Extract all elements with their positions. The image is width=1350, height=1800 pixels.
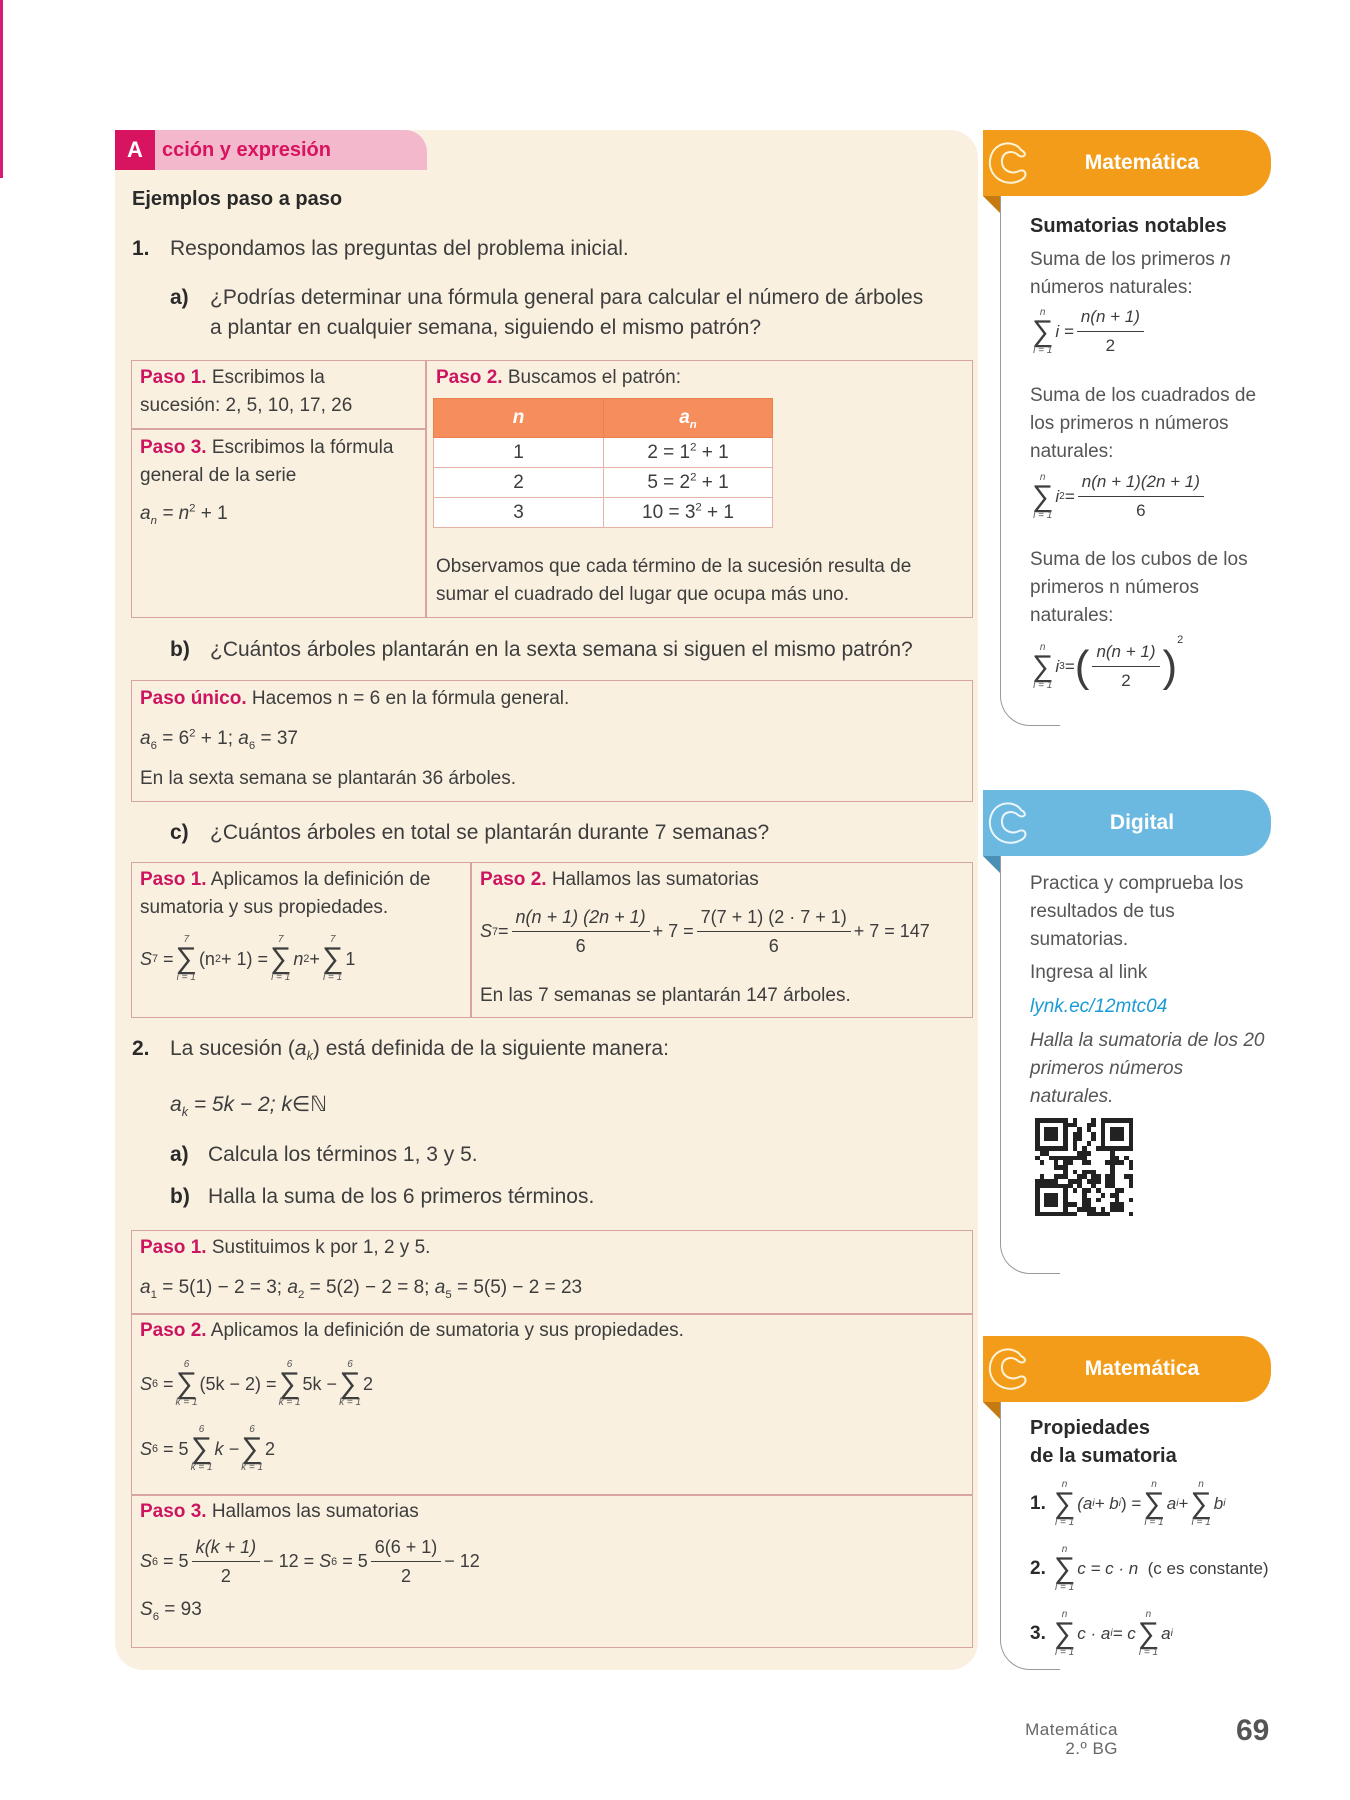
sigma-lower: k = 1 <box>190 1462 213 1473</box>
sidebar-tab-matematica <box>983 130 1271 196</box>
text-line: n <box>1220 249 1231 270</box>
sigma-lower: i = 1 <box>1033 509 1053 521</box>
step-text: Escribimos la fórmula <box>211 437 394 458</box>
sigma-upper: 6 <box>198 1424 205 1435</box>
cell <box>604 498 773 528</box>
external-link[interactable]: lynk.ec/12mtc04 <box>1030 996 1168 1017</box>
step-text: Escribimos la <box>211 367 325 388</box>
text-line: primeros números <box>1030 1058 1184 1079</box>
grade-level: 2.º BG <box>1065 1739 1118 1758</box>
sigma-lower: i = 1 <box>1033 679 1053 691</box>
sigma-icon: n ∑ i = 1 <box>1053 1544 1076 1593</box>
eq-part: = 6 <box>156 728 190 749</box>
eq-part: a <box>287 1277 298 1298</box>
sigma-lower: k = 1 <box>175 1397 198 1408</box>
eq-part: a <box>140 1277 151 1298</box>
eq-part: = 37 <box>255 728 298 749</box>
eq-part: + 1) = <box>220 948 268 969</box>
sigma-lower: i = 1 <box>1138 1647 1159 1658</box>
sigma-upper: 7 <box>183 934 190 945</box>
sigma-icon: n ∑ i = 1 <box>1190 1479 1212 1528</box>
eq-part: = 5(1) − 2 = 3; <box>156 1277 288 1298</box>
eq-part: + b <box>1094 1494 1119 1513</box>
column-header-an <box>604 399 773 438</box>
eq-part: − 12 = <box>263 1551 315 1571</box>
header-text: a <box>679 407 690 428</box>
eq-part: a <box>238 728 249 749</box>
section-letter: A <box>115 130 155 170</box>
formula-part: + 1 <box>195 503 228 524</box>
step-1 <box>140 866 430 922</box>
step-label: Paso 1. <box>140 367 207 388</box>
sigma-upper: n <box>1061 1479 1068 1490</box>
divider <box>131 1494 973 1496</box>
sigma-upper: 7 <box>277 934 284 945</box>
question-text: ¿Cuántos árboles en total se plantarán durante 7 semanas? <box>210 821 770 844</box>
denominator: 2 <box>401 1566 412 1586</box>
sigma-icon: 7 ∑ i = 1 <box>270 934 292 983</box>
eq-part: 2 <box>265 1438 276 1459</box>
text-line: números naturales: <box>1030 277 1193 298</box>
eq-part: a <box>434 1277 446 1298</box>
text-line: los primeros n números <box>1030 413 1229 434</box>
eq-part: + 7 = <box>652 921 694 941</box>
sigma-upper: 7 <box>329 934 336 945</box>
formula-sum-squares: n ∑ i = 1 i 2 = $\frac{n(n + 1)(2n + 1)}{6}$ <box>1030 470 1207 523</box>
exercise-text: Respondamos las preguntas del problema inicial. <box>170 237 629 260</box>
question-label: b) <box>170 638 190 661</box>
sum-eq-1: S 6 = 6 ∑ k = 1 (5k − 2) = 6 ∑ k = 1 5k − 6 ∑ k = 1 2 <box>140 1359 374 1408</box>
eq-part: 6 <box>150 739 157 752</box>
eq-part: + 7 = 147 <box>853 921 930 941</box>
denominator: 6 <box>768 936 779 956</box>
sigma-icon: n ∑ i = 1 <box>1053 1479 1076 1528</box>
box-text <box>1030 870 1243 954</box>
sigma-upper: n <box>1039 306 1046 318</box>
eq-part: = 5k − 2; k∈ℕ <box>187 1093 327 1116</box>
step-3 <box>140 434 393 490</box>
text-line: Practica y comprueba los <box>1030 873 1244 894</box>
terms-eq <box>140 1274 582 1302</box>
eq-part: a <box>1161 1624 1171 1643</box>
sigma-lower: i = 1 <box>1033 344 1053 356</box>
eq-part: = 5 <box>342 1551 368 1571</box>
question-label: a) <box>170 286 189 309</box>
eq-part: b <box>1213 1494 1224 1513</box>
eq-part: 2 <box>189 727 196 740</box>
question-label: a) <box>170 1143 189 1166</box>
question-2a <box>170 1140 478 1170</box>
sigma-upper: 6 <box>249 1424 255 1435</box>
sum-result <box>140 1596 202 1624</box>
question-2b <box>170 1182 594 1212</box>
text-line: naturales: <box>1030 605 1114 626</box>
sigma-lower: i = 1 <box>323 972 343 983</box>
result-b: En la sexta semana se plantarán 36 árboles. <box>140 768 517 789</box>
eq-part: + <box>1178 1494 1189 1513</box>
eq-part: k − <box>214 1438 240 1459</box>
step-label: Paso 1. <box>140 869 207 890</box>
tab-fold <box>983 1402 1001 1420</box>
step-label: Paso 2. <box>480 869 547 890</box>
cell-part: + 1 <box>701 501 734 523</box>
result-c: En las 7 semanas se plantarán 147 árboles. <box>480 985 851 1006</box>
sigma-icon: n ∑ i = 1 <box>1032 306 1054 356</box>
divider <box>425 360 427 618</box>
cell: 2 <box>434 468 604 498</box>
step-label: Paso 2. <box>436 367 503 388</box>
cell-part: 2 <box>690 441 697 454</box>
question-text: Calcula los términos 1, 3 y 5. <box>208 1143 478 1166</box>
sigma-upper: n <box>1061 1544 1068 1555</box>
equation-a6 <box>140 725 298 753</box>
numerator: k(k + 1) <box>192 1535 261 1562</box>
numerator: n(n + 1) (2n + 1) <box>512 905 650 932</box>
property-2 <box>1030 1545 1269 1593</box>
step-text: Hacemos n = 6 en la fórmula general. <box>251 688 570 709</box>
table-row <box>434 498 773 528</box>
page-edge-marker <box>0 0 3 178</box>
divider <box>131 1313 973 1315</box>
formula-part: n <box>150 514 157 527</box>
eq-part: c · a <box>1077 1624 1111 1643</box>
exercise-number: 1. <box>132 237 150 260</box>
sigma-lower: i = 1 <box>176 972 196 983</box>
heading-line: Propiedades <box>1030 1417 1151 1439</box>
text-part: k <box>306 1049 313 1064</box>
sigma-upper: n <box>1198 1479 1204 1490</box>
text-line: naturales. <box>1030 1086 1114 1107</box>
step-label: Paso 2. <box>140 1320 207 1341</box>
sigma-lower: k = 1 <box>339 1397 362 1408</box>
exercise-1-statement <box>132 234 629 264</box>
sum-eq-3: S 6 = 5 $\frac{k(k + 1)}{2}$ − 12 = S 6 = 5 $\frac{6(6 + 1)}{2}$ − 12 <box>140 1537 480 1586</box>
property-number: 1. <box>1030 1493 1046 1514</box>
sigma-upper: 6 <box>347 1359 353 1370</box>
box-text <box>1030 546 1248 630</box>
divider <box>470 862 472 1018</box>
eq-part: 2 <box>297 1288 305 1301</box>
property-number: 2. <box>1030 1558 1046 1579</box>
fraction <box>1078 470 1204 523</box>
fraction <box>1077 305 1144 358</box>
step-label: Paso 3. <box>140 1501 207 1522</box>
sigma-icon: n ∑ i = 1 <box>1137 1609 1160 1658</box>
sum-result-eq: S 7 = $\frac{n(n + 1) (2n + 1)}{6}$ + 7 = $\frac{7(7 + 1) (2 \cdot 7 + 1)}{6}$ + 7 = 147 <box>480 907 930 956</box>
formula-part: a <box>140 503 151 524</box>
question-a-line2: a plantar en cualquier semana, siguiendo el mismo patrón? <box>210 316 761 339</box>
cell-part: 5 = 2 <box>647 471 691 493</box>
property-number: 3. <box>1030 1623 1046 1644</box>
fraction <box>512 905 650 958</box>
step-text: Hallamos las sumatorias <box>551 869 759 890</box>
fraction <box>371 1535 442 1588</box>
sigma-lower: k = 1 <box>278 1397 301 1408</box>
formula-part: = n <box>156 503 190 524</box>
eq-part: S <box>319 1551 332 1571</box>
text-line: sumatorias. <box>1030 929 1129 950</box>
question-label: c) <box>170 821 189 844</box>
sidebar-tab-digital <box>983 790 1271 856</box>
numerator: 7(7 + 1) (2 · 7 + 1) <box>697 905 851 932</box>
eq-part: = 5 <box>163 1551 189 1571</box>
eq-part: a <box>140 728 151 749</box>
eq-part: ) = <box>1121 1494 1142 1513</box>
sigma-icon: n ∑ i = 1 <box>1032 471 1054 521</box>
eq-part: 1 <box>345 948 356 969</box>
fraction <box>1092 640 1159 693</box>
cell-part: + 1 <box>696 471 729 493</box>
eq-part: = <box>498 921 509 941</box>
eq-part: k <box>181 1105 188 1120</box>
cell-part: 2 <box>695 501 702 514</box>
eq-part: + 1; <box>195 728 239 749</box>
heading-line: de la sumatoria <box>1030 1445 1177 1467</box>
table-row <box>434 438 773 468</box>
sum-eq-2: S 6 = 5 6 ∑ k = 1 k − 6 ∑ k = 1 2 <box>140 1424 276 1473</box>
numerator: n(n + 1) <box>1092 640 1159 667</box>
fraction <box>697 905 851 958</box>
numerator: n(n + 1)(2n + 1) <box>1078 470 1204 497</box>
step-1 <box>140 1234 430 1262</box>
table-row <box>434 468 773 498</box>
box-text <box>1030 382 1256 466</box>
sigma-lower: i = 1 <box>1054 1517 1075 1528</box>
question-a <box>170 283 923 313</box>
sigma-lower: i = 1 <box>1054 1647 1075 1658</box>
sigma-upper: n <box>1039 471 1046 483</box>
eq-part: (a <box>1077 1494 1093 1513</box>
step-text: sumatoria y sus propiedades. <box>140 897 389 918</box>
eq-part: a <box>170 1093 182 1116</box>
sigma-icon: 6 ∑ k = 1 <box>339 1359 362 1408</box>
subject-name: Matemática <box>1025 1720 1118 1739</box>
formula-sum-n <box>1030 305 1147 358</box>
eq-part: S <box>140 1438 153 1459</box>
subtitle: Ejemplos paso a paso <box>132 188 343 210</box>
step-text: Sustituimos k por 1, 2 y 5. <box>211 1237 431 1258</box>
sigma-upper: 6 <box>286 1359 293 1370</box>
question-b <box>170 635 913 665</box>
eq-part: S <box>480 921 493 941</box>
link-intro: Ingresa al link <box>1030 962 1148 983</box>
eq-part: = 5(2) − 2 = 8; <box>304 1277 435 1298</box>
eq-part: i <box>1055 486 1060 506</box>
sigma-lower: i = 1 <box>271 972 291 983</box>
eq-part: 6 <box>152 1610 160 1623</box>
step-text: Hallamos las sumatorias <box>211 1501 419 1522</box>
exercise-number: 2. <box>132 1037 150 1060</box>
step-text: Aplicamos la definición de <box>210 869 431 890</box>
fraction <box>192 1535 261 1588</box>
pattern-table <box>433 398 773 528</box>
eq-part: = 5 <box>163 1438 189 1459</box>
step-label: Paso único. <box>140 688 247 709</box>
tab-label: Matemática <box>1084 1357 1200 1380</box>
tab-fold <box>983 856 1001 874</box>
sigma-icon: 6 ∑ k = 1 <box>241 1424 264 1473</box>
step-3 <box>140 1498 419 1526</box>
question-text: ¿Podrías determinar una fórmula general para calcular el número de árboles <box>210 286 924 309</box>
step-text: general de la serie <box>140 465 297 486</box>
text-line: naturales: <box>1030 441 1114 462</box>
sigma-upper: n <box>1039 641 1046 653</box>
eq-part: = <box>1064 486 1075 506</box>
question-c <box>170 818 769 848</box>
property-3: 3. n ∑ i = 1 c · a i = c n ∑ i = 1 a i <box>1030 1609 1173 1658</box>
step-label: Paso 3. <box>140 437 207 458</box>
sigma-lower: i = 1 <box>1191 1517 1211 1528</box>
page-number: 69 <box>1236 1714 1270 1747</box>
observation <box>436 553 911 609</box>
step-text: sucesión: 2, 5, 10, 17, 26 <box>140 395 353 416</box>
question-text: Halla la suma de los 6 primeros términos. <box>208 1185 595 1208</box>
step-2 <box>480 866 759 894</box>
text-line: primeros n números <box>1030 577 1199 598</box>
step-label: Paso 1. <box>140 1237 207 1258</box>
eq-part: i = <box>1055 321 1074 341</box>
cell-part: 2 = 1 <box>647 441 691 463</box>
box-heading <box>1030 1414 1177 1470</box>
eq-part: + <box>309 948 320 969</box>
eq-part: S <box>140 948 153 969</box>
denominator: 6 <box>575 936 586 956</box>
question-text: ¿Cuántos árboles plantarán en la sexta semana si siguen el mismo patrón? <box>210 638 913 661</box>
eq-part: = c <box>1112 1624 1136 1643</box>
box-text <box>1030 246 1231 302</box>
text-line: Suma de los cuadrados de <box>1030 385 1257 406</box>
eq-part: (n <box>198 948 215 969</box>
eq-part: c = c · n <box>1077 1559 1139 1578</box>
denominator: 2 <box>220 1566 231 1586</box>
sequence-definition <box>170 1090 327 1120</box>
step-2 <box>436 364 681 392</box>
eq-part: 6 <box>248 739 256 752</box>
eq-part: 5k − <box>302 1373 338 1394</box>
denominator: 6 <box>1136 501 1146 520</box>
eq-part: 2 <box>363 1373 374 1394</box>
eq-part: (5k − 2) = <box>199 1373 277 1394</box>
text-line: Halla la sumatoria de los 20 <box>1030 1030 1265 1051</box>
box-heading: Sumatorias notables <box>1030 215 1227 237</box>
sigma-icon: 6 ∑ k = 1 <box>190 1424 213 1473</box>
sigma-lower: i = 1 <box>1144 1517 1164 1528</box>
eq-part: 5 <box>445 1288 452 1301</box>
divider <box>131 428 426 430</box>
qr-code-icon[interactable] <box>1035 1118 1133 1216</box>
numerator: 6(6 + 1) <box>371 1535 442 1562</box>
text-line: Suma de los cubos de los <box>1030 549 1248 570</box>
property-1: 1. n ∑ i = 1 (a i + b i ) = n ∑ i = 1 a i + n ∑ i = 1 b i <box>1030 1479 1226 1528</box>
eq-part: i <box>1055 656 1060 676</box>
sigma-icon: n ∑ i = 1 <box>1053 1609 1076 1658</box>
exercise-2-statement <box>132 1034 669 1064</box>
column-header-n: n <box>434 399 604 438</box>
sigma-lower: k = 1 <box>241 1462 264 1473</box>
cell <box>604 438 773 468</box>
denominator: 2 <box>1105 336 1116 355</box>
eq-part: = 93 <box>159 1599 202 1620</box>
step-text: Buscamos el patrón: <box>507 367 682 388</box>
sigma-icon: 7 ∑ i = 1 <box>321 934 344 983</box>
sidebar-tab-matematica-2 <box>983 1336 1271 1402</box>
cell: 1 <box>434 438 604 468</box>
cell-part: + 1 <box>696 441 729 463</box>
text-part: a <box>294 1037 307 1060</box>
eq-part: n <box>293 948 304 969</box>
text-line: resultados de tus <box>1030 901 1175 922</box>
sigma-upper: n <box>1061 1609 1068 1620</box>
sigma-icon: 7 ∑ i = 1 <box>175 934 197 983</box>
text-part: La sucesión ( <box>170 1037 295 1060</box>
cell-part: 2 <box>690 471 697 484</box>
sigma-upper: n <box>1145 1609 1152 1620</box>
sum-definition-eq: S 7 = 7 ∑ i = 1 (n 2 + 1) = 7 ∑ i = 1 n 2 + 7 ∑ i = 1 1 <box>140 934 356 983</box>
eq-part: a <box>1166 1494 1177 1513</box>
eq-part: 1 <box>150 1288 157 1301</box>
sigma-lower: i = 1 <box>1054 1582 1075 1593</box>
sigma-icon: 6 ∑ k = 1 <box>175 1359 198 1408</box>
tab-label: Matemática <box>1084 151 1200 174</box>
text-part: ) está definida de la siguiente manera: <box>312 1037 669 1060</box>
sigma-upper: 6 <box>183 1359 190 1370</box>
tab-label: Digital <box>1109 811 1175 834</box>
sigma-icon: 6 ∑ k = 1 <box>278 1359 301 1408</box>
eq-note: (c es constante) <box>1147 1559 1269 1578</box>
cell-part: 10 = 3 <box>642 501 696 523</box>
observation-line: Observamos que cada término de la sucesión resulta de <box>436 556 912 577</box>
general-formula <box>140 500 228 528</box>
step-2 <box>140 1317 684 1345</box>
cell: 3 <box>434 498 604 528</box>
cell <box>604 468 773 498</box>
eq-part: S <box>140 1373 153 1394</box>
tab-fold <box>983 196 1001 214</box>
numerator: n(n + 1) <box>1077 305 1144 332</box>
sigma-upper: n <box>1151 1479 1157 1490</box>
eq-part: = <box>1064 656 1075 676</box>
activity-instruction <box>1030 1027 1264 1111</box>
eq-part: − 12 <box>444 1551 480 1571</box>
single-step <box>140 685 569 713</box>
eq-part: S <box>140 1599 153 1620</box>
formula-sum-cubes: n ∑ i = 1 i 3 = ( $\frac{n(n + 1)}{2}$ ) 2 <box>1030 640 1183 693</box>
step-text: Aplicamos la definición de sumatoria y sus propiedades. <box>210 1320 684 1341</box>
header-sub: n <box>689 418 697 431</box>
sigma-icon: n ∑ i = 1 <box>1032 641 1054 691</box>
eq-part: S <box>140 1551 153 1571</box>
step-1 <box>140 364 352 420</box>
question-label: b) <box>170 1185 190 1208</box>
eq-part: = 5(5) − 2 = 23 <box>451 1277 583 1298</box>
denominator: 2 <box>1121 671 1131 690</box>
footer-subject <box>1025 1720 1118 1758</box>
text-line: Suma de los primeros <box>1030 249 1215 270</box>
formula-part: 2 <box>189 502 196 515</box>
section-title: cción y expresión <box>162 139 331 161</box>
sigma-icon: n ∑ i = 1 <box>1143 1479 1165 1528</box>
observation-line: sumar el cuadrado del lugar que ocupa más uno. <box>436 584 849 605</box>
